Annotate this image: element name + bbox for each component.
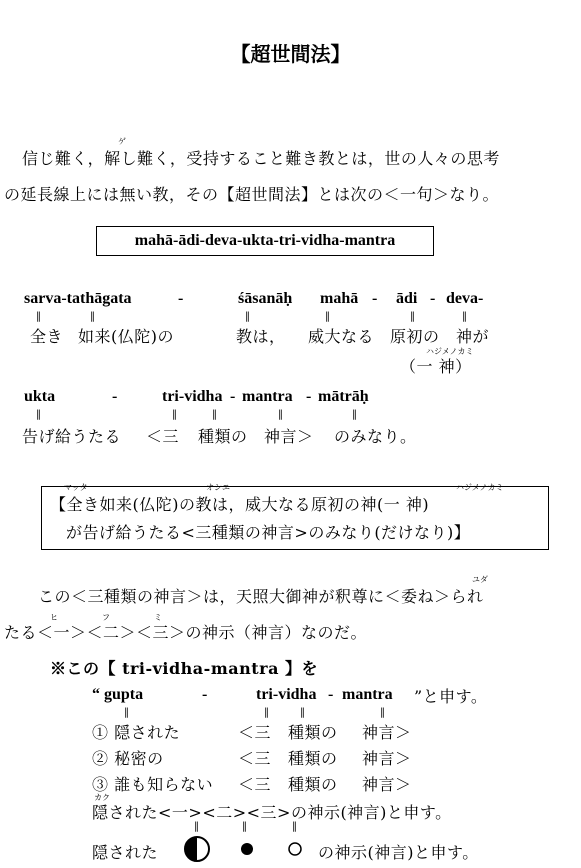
gloss2-sanskrit-1: ukta: [24, 388, 56, 405]
gloss1-jp-2: 如来(仏陀)の: [78, 327, 174, 346]
note-heading: ※この【 tri-vidha-mantra 】を: [50, 659, 319, 678]
para2-line-2: たる＜一＞＜二＞＜三＞の神示（神言）なのだ。: [4, 623, 368, 642]
ruby-matta: マッタ: [64, 483, 88, 492]
gloss1-jp-5: 原初の: [390, 327, 440, 346]
gloss1-sanskrit-5: deva-: [446, 290, 484, 307]
gloss2-jp-3: 種類の: [198, 427, 248, 446]
gloss1-dash-2: -: [372, 290, 378, 307]
gloss2-jp-1: 告げ給うたる: [22, 427, 122, 446]
sub-ruby: ハジメノカミ: [426, 347, 474, 356]
equiv-mark: ‖: [292, 821, 297, 832]
ruby-hi: ヒ: [50, 613, 58, 622]
gloss2-dash-3: -: [306, 388, 312, 405]
row1-num: ① 隠された: [92, 723, 181, 742]
gloss1-dash-1: -: [178, 290, 184, 307]
mantra-text: mahā-ādi-deva-ukta-tri-vidha-mantra: [134, 232, 396, 249]
summary-line-2: が告げ給うたる<三種類の神言>のみなり(だけなり)】: [66, 523, 471, 542]
gloss2-sanskrit-2: tri-vidha: [162, 388, 223, 405]
half-circle-icon: [182, 834, 212, 864]
equiv-mark: ‖: [242, 821, 247, 832]
page-title: 【超世間法】: [230, 42, 351, 66]
equiv-mark: ‖: [36, 311, 41, 322]
row2-b: 種類の: [288, 749, 338, 768]
gloss2-sanskrit-3: mantra: [242, 388, 293, 405]
symbol-prefix: 隠された: [92, 843, 159, 862]
equiv-mark: ‖: [278, 409, 283, 420]
gupta-dash-2: -: [328, 686, 334, 703]
equiv-mark: ‖: [124, 707, 129, 718]
empty-circle-icon: [286, 840, 304, 858]
row2-c: 神言＞: [362, 749, 412, 768]
gloss1-dash-3: -: [430, 290, 436, 307]
gloss2-jp-5: のみなり。: [334, 427, 417, 446]
gloss1-jp-6: 神が: [456, 327, 490, 346]
gupta-suffix: ”と申す。: [414, 687, 488, 706]
row1-c: 神言＞: [362, 723, 412, 742]
summary-line-1: 【全き如来(仏陀)の教は，威大なる原初の神(一 神): [50, 495, 430, 514]
equiv-mark: ‖: [300, 707, 305, 718]
ruby-yu: ユダ: [472, 575, 488, 584]
gloss2-jp-4: 神言＞: [264, 427, 314, 446]
row3-a: ＜三: [238, 775, 272, 794]
equiv-mark: ‖: [410, 311, 415, 322]
gloss1-sanskrit-2: śāsanāḥ: [238, 290, 293, 307]
ruby-ge: ゲ: [118, 137, 126, 146]
gupta-tri: tri-vidha: [256, 686, 317, 703]
gloss1-jp-4: 威大なる: [308, 327, 375, 346]
filled-circle-icon: [238, 840, 256, 858]
ruby-kaku: カク: [94, 793, 110, 802]
mantra-box: [96, 226, 434, 256]
equiv-mark: ‖: [380, 707, 385, 718]
gupta-mantra: mantra: [342, 686, 393, 703]
intro-line-1: 信じ難く，解し難く，受持すること難き教とは，世の人々の思考: [22, 149, 500, 168]
gupta-word: “ gupta: [92, 686, 144, 703]
equiv-mark: ‖: [264, 707, 269, 718]
gloss1-jp-3: 教は，: [236, 327, 286, 346]
row3-b: 種類の: [288, 775, 338, 794]
gloss1-jp-1: 全き: [30, 327, 64, 346]
ruby-hajime: ハジメノカミ: [456, 483, 504, 492]
gupta-dash-1: -: [202, 686, 208, 703]
gloss2-dash-2: -: [230, 388, 236, 405]
row2-num: ② 秘密の: [92, 749, 164, 768]
equiv-mark: ‖: [194, 821, 199, 832]
equiv-mark: ‖: [462, 311, 467, 322]
gloss2-jp-2: ＜三: [146, 427, 180, 446]
ruby-mi: ミ: [154, 613, 162, 622]
equiv-mark: ‖: [172, 409, 177, 420]
equiv-mark: ‖: [90, 311, 95, 322]
gloss1-sub: （一 神）: [400, 357, 472, 376]
intro-line-2: の延長線上には無い教，その【超世間法】とは次の＜一句＞なり。: [4, 185, 500, 204]
hidden-line: 隠された<一><二><三>の神示(神言)と申す。: [92, 803, 452, 822]
ruby-oshie: オシエ: [206, 483, 230, 492]
equiv-mark: ‖: [212, 409, 217, 420]
row3-c: 神言＞: [362, 775, 412, 794]
gloss2-sanskrit-4: mātrāḥ: [318, 388, 369, 405]
equiv-mark: ‖: [325, 311, 330, 322]
row1-b: 種類の: [288, 723, 338, 742]
ruby-fu: フ: [102, 613, 110, 622]
row3-num: ③ 誰も知らない: [92, 775, 214, 794]
para2-line-1: この＜三種類の神言＞は，天照大御神が釈尊に＜委ね＞られ: [38, 587, 484, 606]
gloss2-dash-1: -: [112, 388, 118, 405]
gloss1-sanskrit-3: mahā: [320, 290, 359, 307]
gloss1-sanskrit-4: ādi: [396, 290, 418, 307]
equiv-mark: ‖: [36, 409, 41, 420]
gloss1-sanskrit-1: sarva-tathāgata: [24, 290, 132, 307]
symbol-suffix: の神示(神言)と申す。: [318, 843, 479, 862]
equiv-mark: ‖: [245, 311, 250, 322]
row1-a: ＜三: [238, 723, 272, 742]
row2-a: ＜三: [238, 749, 272, 768]
equiv-mark: ‖: [352, 409, 357, 420]
